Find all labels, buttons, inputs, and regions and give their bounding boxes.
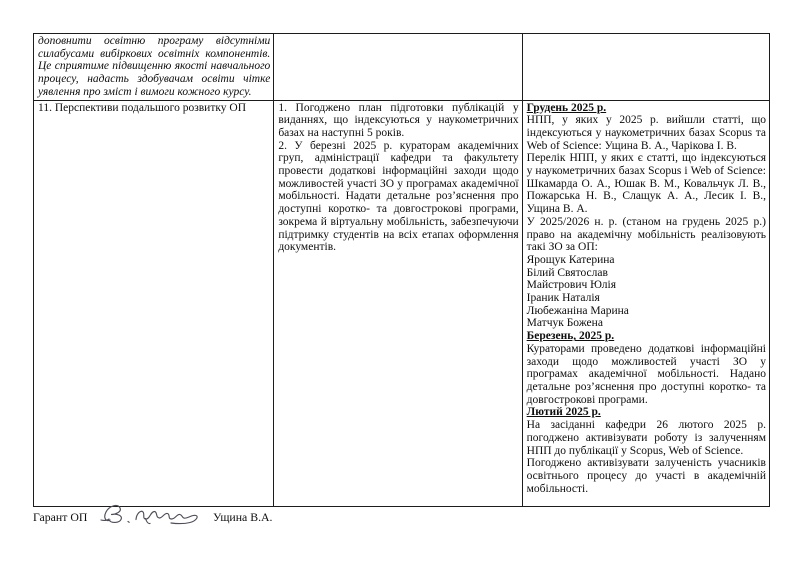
student-name: Майстрович Юлія [526,279,617,292]
decision-item-1: 1. Погоджено план підготовки публікацій у виданнях, що індексуються у наукометричних базах на наступні 5 років. [278,101,519,139]
status-heading-december: Грудень 2025 р. [526,101,607,114]
cell-carryover-empty-right [522,34,769,101]
guarantor-role-label: Гарант ОП [33,510,88,524]
student-name: Білий Святослав [526,266,608,279]
carryover-paragraph: доповнити освітню програму відсутніми силабусами вибіркових освітніх компонентів. Це сприятиме підвищенню якості навчального процесу, надасть здобувачам освіти чітке уявлення про зміст і вимоги кожного курсу. [38,35,271,98]
status-paragraph: НПП, у яких у 2025 р. вийшли статті, що індексуються у наукометричних базах Scopus та Web of Science: Ущина В. А., Чарікова І. В. [526,114,766,152]
decision-item-2: 2. У березні 2025 р. кураторам академічних груп, адміністрації кафедри та факультету провести додаткові інформаційні заходи щодо можливостей участі ЗО у програмах академічної мобільності. Надати детальне роз’яснення про доступні коротко- та довгострокові програми, зокрема й віртуальну мобільність, забезпечуючи підтримку студентів на всіх етапах оформлення документів. [278,139,519,254]
table-row-item-11 [34,100,770,506]
status-heading-february: Лютий 2025 р. [526,406,601,419]
cell-carryover-text [34,34,274,101]
cell-topic [34,100,274,506]
status-section-march [527,330,766,406]
topic-title: 11. Перспективи подальшого розвитку ОП [38,101,247,114]
student-name: Любежаніна Марина [526,304,629,317]
handwritten-signature-icon [95,499,207,531]
cell-carryover-empty-middle [274,34,522,101]
review-table [33,33,770,507]
status-heading-march: Березень, 2025 р. [526,330,615,343]
student-name: Іраник Наталія [526,292,600,305]
student-name: Ярощук Катерина [526,253,615,266]
status-section-december [527,102,766,331]
status-paragraph: Перелік НПП, у яких є статті, що індексуються у наукометричних базах Scopus і Web of Science: Шкамарда О. А., Юшак В. М., Ковальчук Л. В., Пожарська Н. В., Слащук А. А., Лесик І. В., Ущина В. А. [526,152,766,216]
cell-decisions [274,100,522,506]
cell-status [522,100,769,506]
status-paragraph: На засіданні кафедри 26 лютого 2025 р. погоджено активізувати роботу із залученням НПП до публікації у Scopus, Web of Science. [526,419,766,457]
signatory-name: Ущина В.А. [213,510,273,524]
student-name: Матчук Божена [526,317,603,330]
status-paragraph: Кураторами проведено додаткові інформаційні заходи щодо можливостей участі ЗО у програмах академічної мобільності. Надано детальне роз’яснення про доступні коротко- та довгострокові програми. [526,342,766,406]
table-row-carryover [34,34,770,101]
status-paragraph: У 2025/2026 н. р. (станом на грудень 2025 р.) право на академічну мобільність реалізовують такі ЗО за ОП: [526,215,766,254]
status-paragraph: Погоджено активізувати залученість учасників освітнього процесу до участі в академічній мобільності. [526,457,766,495]
status-section-february [527,406,766,495]
